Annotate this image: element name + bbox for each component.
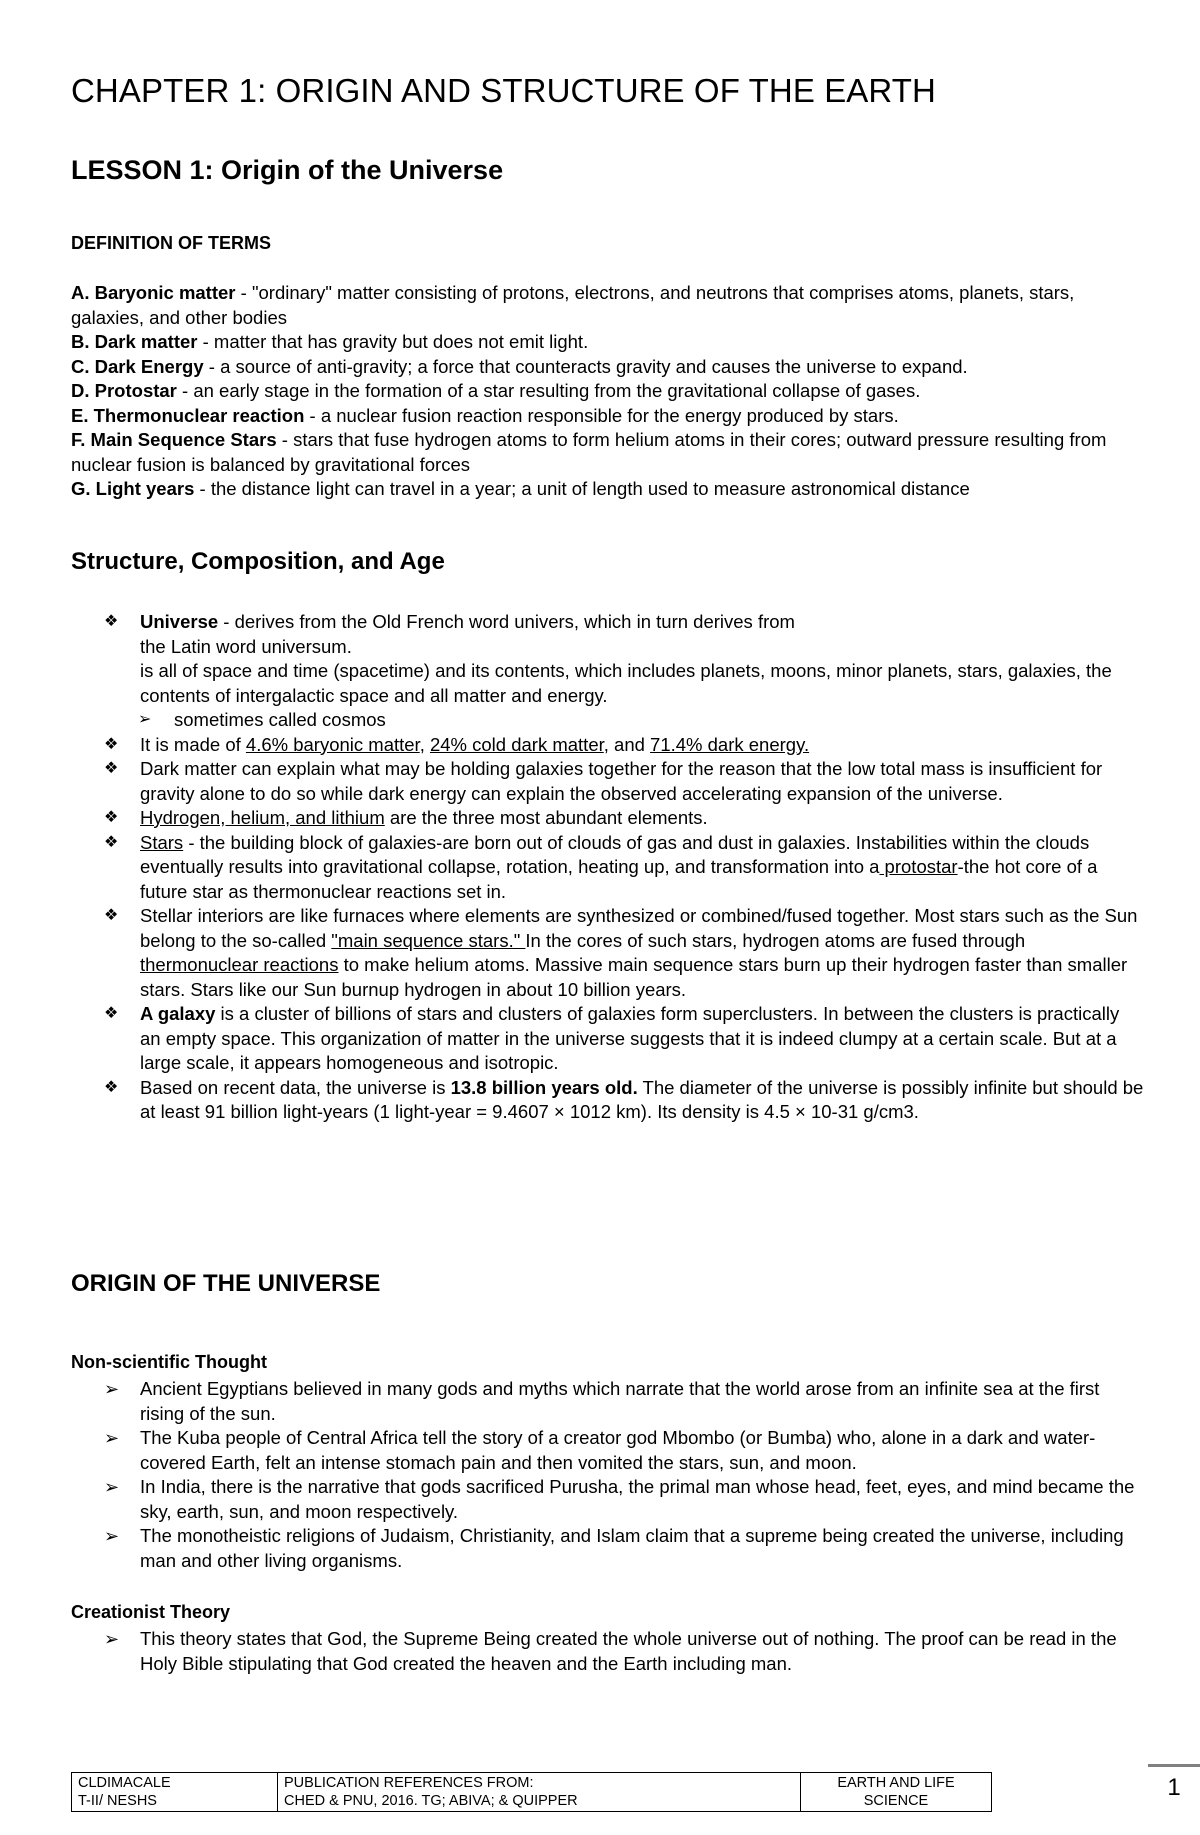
diamond-bullet-icon: ❖ xyxy=(104,833,119,851)
list-item: ❖ Stellar interiors are like furnaces where elements are synthesized or combined/fused together. Most stars such as the Sun belong to the so-called "main sequence stars." In the cores of such stars, hydrogen atoms are fused through thermonuclear reactions to make helium atoms. Massive main sequence stars burn up their hydrogen faster than smaller stars. Stars like our Sun burnup hydrogen in about 10 billion years. xyxy=(104,905,1138,1000)
list-item: ❖ Based on recent data, the universe is 13.8 billion years old. The diameter of the universe is possibly infinite but should be at least 91 billion light-years (1 light-year = 9.4607 × 1012 km). Its density is 4.5 × 10-31 g/cm3. xyxy=(104,1076,1144,1122)
diamond-bullet-icon: ❖ xyxy=(104,735,119,753)
arrow-bullet-icon: ➢ xyxy=(138,711,152,728)
term-row: D. Protostar - an early stage in the formation of a star resulting from the gravitational collapse of gases. xyxy=(71,380,921,401)
arrow-bullet-icon: ➢ xyxy=(104,1629,120,1649)
term-row: A. Baryonic matter - "ordinary" matter consisting of protons, electrons, and neutrons that comprises atoms, planets, stars, galaxies, and other bodies xyxy=(71,282,1075,328)
list-item: ➢ sometimes called cosmos xyxy=(104,708,1144,733)
origin-heading: ORIGIN OF THE UNIVERSE xyxy=(71,1270,381,1297)
list-item: ➢ Ancient Egyptians believed in many gods and myths which narrate that the world arose from an infinite sea at the first rising of the sun. xyxy=(104,1378,1100,1424)
nonscientific-heading: Non-scientific Thought xyxy=(71,1352,267,1372)
arrow-bullet-icon: ➢ xyxy=(104,1379,120,1399)
structure-heading: Structure, Composition, and Age xyxy=(71,548,445,575)
term-row: E. Thermonuclear reaction - a nuclear fusion reaction responsible for the energy produced by stars. xyxy=(71,404,899,426)
list-item: ❖ Hydrogen, helium, and lithium are the three most abundant elements. xyxy=(104,806,1144,831)
page-number-box xyxy=(1148,1760,1200,1820)
list-item: ❖ Stars - the building block of galaxies-are born out of clouds of gas and dust in galaxies. Instabilities within the clouds eventually results into gravitational collapse, rotation, heating up, and transformation into a protostar-the hot core of a future star as thermonuclear reactions set in. xyxy=(104,831,1098,902)
list-item: ❖ Universe - derives from the Old French word univers, which in turn derives from the Latin word universum. is all of space and time (spacetime) and its contents, which includes planets, moons, minor planets, stars, galaxies, the contents of intergalactic space and all matter and energy. xyxy=(104,611,1112,706)
creationist-heading: Creationist Theory xyxy=(71,1602,231,1622)
diamond-bullet-icon: ❖ xyxy=(104,1078,119,1096)
list-item: ➢ The Kuba people of Central Africa tell the story of a creator god Mbombo (or Bumba) who, alone in a dark and water-covered Earth, felt an intense stomach pain and then vomited the stars, sun, and moon. xyxy=(104,1427,1096,1473)
term-row: B. Dark matter - matter that has gravity but does not emit light. xyxy=(71,331,589,352)
page-number: 1 xyxy=(1167,1774,1181,1801)
lesson-title: LESSON 1: Origin of the Universe xyxy=(71,155,504,185)
diamond-bullet-icon: ❖ xyxy=(104,907,119,924)
list-item: ➢ The monotheistic religions of Judaism, Christianity, and Islam claim that a supreme being created the universe, including man and other living organisms. xyxy=(104,1525,1124,1571)
footer-table xyxy=(71,1772,992,1812)
list-item: ❖ Dark matter can explain what may be holding galaxies together for the reason that the low total mass is insufficient for gravity alone to do so while dark energy can explain the observed accelerating expansion of the universe. xyxy=(104,758,1103,804)
term-row: C. Dark Energy - a source of anti-gravity; a force that counteracts gravity and causes the universe to expand. xyxy=(71,355,968,377)
diamond-bullet-icon: ❖ xyxy=(104,809,119,826)
arrow-bullet-icon: ➢ xyxy=(104,1428,120,1448)
arrow-bullet-icon: ➢ xyxy=(104,1477,120,1497)
term-row: F. Main Sequence Stars - stars that fuse hydrogen atoms to form helium atoms in their cores; outward pressure resulting from nuclear fusion is balanced by gravitational forces xyxy=(71,429,1107,475)
creationist-list xyxy=(104,1627,1144,1676)
definitions-heading: DEFINITION OF TERMS xyxy=(71,233,271,253)
list-item: ➢ This theory states that God, the Supreme Being created the whole universe out of nothing. The proof can be read in the Holy Bible stipulating that God created the heaven and the Earth including man. xyxy=(104,1628,1117,1674)
term-row: G. Light years - the distance light can travel in a year; a unit of length used to measure astronomical distance xyxy=(71,478,970,499)
footer-references-cell: PUBLICATION REFERENCES FROM: CHED & PNU, 2016. TG; ABIVA; & QUIPPER xyxy=(278,1773,801,1812)
definitions-list xyxy=(71,281,1131,502)
footer-subject-cell: EARTH AND LIFE SCIENCE xyxy=(801,1773,992,1812)
page-number-rule xyxy=(1148,1764,1200,1767)
diamond-bullet-icon: ❖ xyxy=(104,613,119,630)
list-item: ❖ It is made of 4.6% baryonic matter, 24% cold dark matter, and 71.4% dark energy. xyxy=(104,733,1144,758)
chapter-title: CHAPTER 1: ORIGIN AND STRUCTURE OF THE EARTH xyxy=(71,72,936,109)
diamond-bullet-icon: ❖ xyxy=(104,1005,119,1022)
list-item: ➢ In India, there is the narrative that gods sacrificed Purusha, the primal man whose head, feet, eyes, and mind became the sky, earth, sun, and moon respectively. xyxy=(104,1476,1135,1522)
arrow-bullet-icon: ➢ xyxy=(104,1526,120,1546)
list-item: ❖ A galaxy is a cluster of billions of stars and clusters of galaxies form superclusters. In between the clusters is practically an empty space. This organization of matter in the universe suggests that it is indeed clumpy at a certain scale. But at a large scale, it appears homogeneous and isotropic. xyxy=(104,1003,1120,1073)
diamond-bullet-icon: ❖ xyxy=(104,760,119,777)
structure-list xyxy=(104,610,1144,1125)
footer-author-cell: CLDIMACALE T-II/ NESHS xyxy=(72,1773,278,1812)
nonscientific-list xyxy=(104,1377,1144,1573)
